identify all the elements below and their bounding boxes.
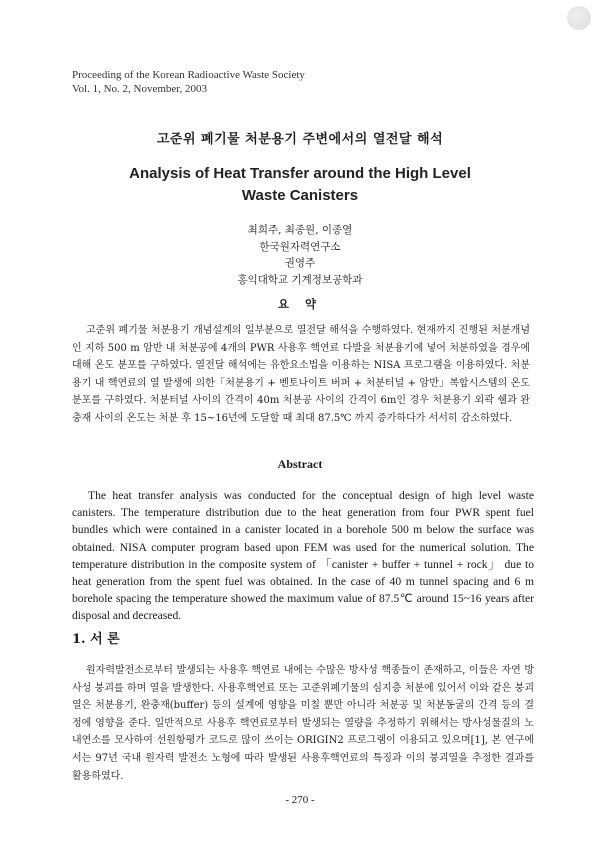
journal-header (72, 68, 305, 96)
author-names-2: 권영주 (284, 257, 316, 269)
english-title-line1: Analysis of Heat Transfer around the High Level (129, 165, 471, 182)
korean-title: 고준위 폐기물 처분용기 주변에서의 열전달 해석 (156, 132, 444, 147)
author-block (0, 222, 600, 288)
english-title-line2: Waste Canisters (241, 187, 359, 204)
section-1-heading: 1. 서 론 (72, 632, 120, 647)
page-number: - 270 - (285, 794, 315, 806)
affiliation-2: 홍익대학교 기계정보공학과 (237, 273, 363, 286)
affiliation-1: 한국원자력연구소 (259, 240, 341, 253)
korean-abstract-body: 고준위 폐기물 처분용기 개념설계의 일부분으로 열전달 해석을 수행하였다. 현재까지 진행된 처분개념인 지하 500 m 암반 내 처분공에 4개의 PWR 사용후 핵연료 다발을 처분용기에 넣어 처분하였을 경우에 대해 온도 분포를 구하였다. 열전달 해석에는 유한요소법을 이용하는 NISA 프로그램을 이용하였다. 처분용기 내 핵연료의 열 발생에 의한「처분용기 + 벤토나이트 버퍼 + 처분터널 + 암반」복합시스템의 온도분포를 구하였다. 처분터널 사이의 간격이 40m 처분공 사이의 간격이 6m인 경우 처분용기 외곽 쉘과 완충재 사이의 온도는 처분 후 15~16년에 도달할 때 최대 87.5℃ 까지 증가하다가 서서히 감소하였다. (72, 325, 530, 424)
english-abstract-body: The heat transfer analysis was conducted for the conceptual design of high level waste canisters. The temperature distribution due to the heat generation from four PWR spent fuel bundles which were contained in a canister located in a borehole 500 m below the surface was obtained. NISA computer program based upon FEM was used for the numerical solution. The temperature distribution in the composite system of 「canister + buffer + tunnel + rock」 due to heat generation from the spent fuel was obtained. In the case of 40 m tunnel spacing and 6 m borehole spacing the temperature showed the maximum value of 87.5℃ around 15~16 years after disposal and decreased. (72, 489, 534, 623)
scan-mark-icon (567, 6, 591, 30)
english-abstract-heading: Abstract (277, 457, 323, 471)
korean-abstract-heading: 요 약 (277, 297, 323, 311)
journal-name: Proceeding of the Korean Radioactive Waste Society (72, 69, 305, 81)
english-title (0, 163, 600, 207)
journal-volume: Vol. 1, No. 2, November, 2003 (72, 83, 208, 95)
section-1-body: 원자력발전소로부터 발생되는 사용후 핵연료 내에는 수많은 방사성 핵종들이 존재하고, 이들은 자연 방사성 붕괴를 하며 열을 발생한다. 사용후핵연료 또는 고준위폐기물의 심지층 처분에 있어서 이와 같은 붕괴열은 처분용기, 완충재(buffer) 등의 설계에 영향을 미칠 뿐만 아니라 처분공 및 처분동굴의 간격 등의 결정에 영향을 준다. 일반적으로 사용후 핵연료로부터 발생되는 열량을 추정하기 위해서는 방사성물질의 노내연소를 모사하여 선원항평가 코드로 많이 쓰이는 ORIGIN2 프로그램이 이용되고 있으며[1], 본 연구에서는 97년 국내 원자력 발전소 노형에 따라 발생된 사용후핵연료의 특징과 이의 붕괴열을 추정한 결과를 활용하였다. (72, 665, 534, 782)
author-names-1: 최희주, 최종원, 이종열 (247, 224, 353, 236)
